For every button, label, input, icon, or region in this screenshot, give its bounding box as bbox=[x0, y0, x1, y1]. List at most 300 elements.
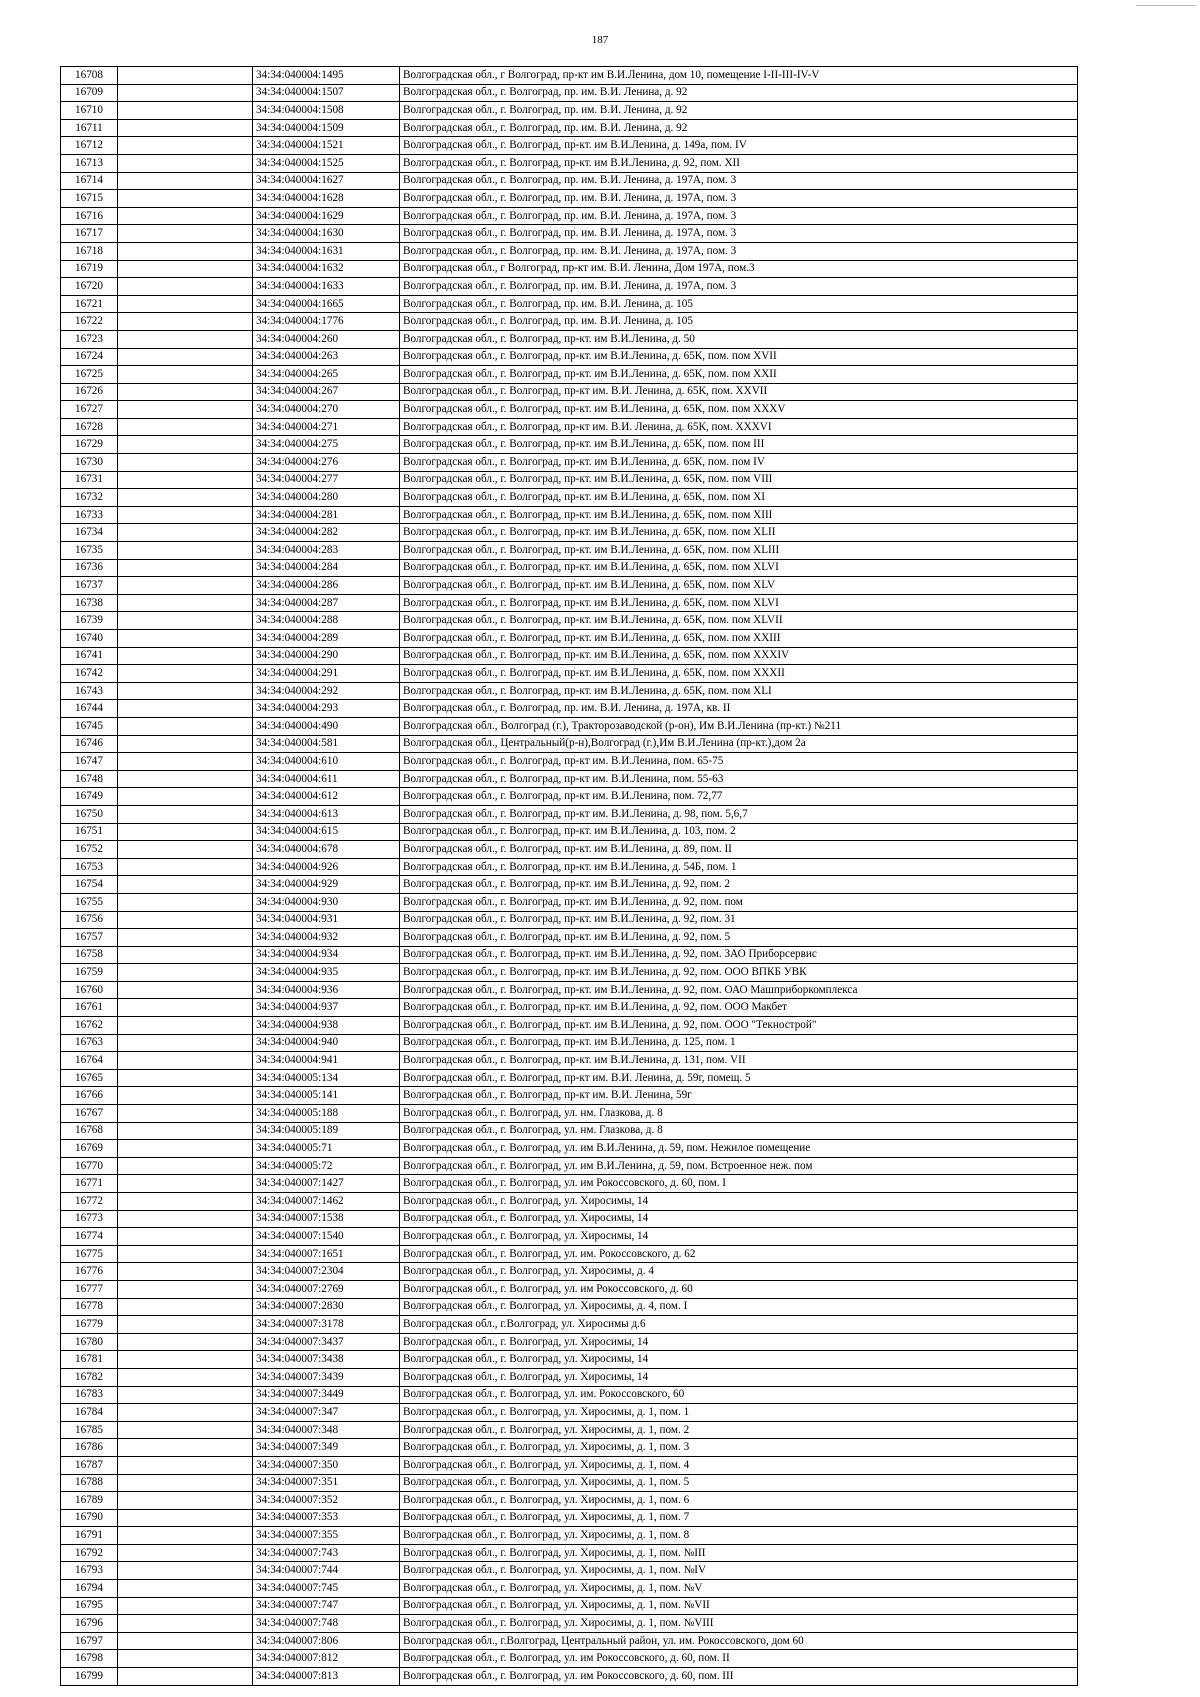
row-number: 16745 bbox=[61, 717, 118, 735]
address: Волгоградская обл., г. Волгоград, пр-кт. им В.И.Ленина, д. 65К, пом. пом XXXII bbox=[400, 665, 1078, 683]
row-number: 16731 bbox=[61, 471, 118, 489]
row-number: 16787 bbox=[61, 1456, 118, 1474]
cadastral-number: 34:34:040007:1540 bbox=[253, 1228, 400, 1246]
address: Волгоградская обл., г. Волгоград, пр-кт им. В.И.Ленина, пом. 72,77 bbox=[400, 788, 1078, 806]
table-row bbox=[61, 858, 1078, 876]
table-row bbox=[61, 1333, 1078, 1351]
cadastral-number: 34:34:040004:287 bbox=[253, 594, 400, 612]
row-blank-cell bbox=[118, 542, 253, 560]
table-row bbox=[61, 1017, 1078, 1035]
address: Волгоградская обл., г. Волгоград, пр-кт. им В.И.Ленина, д. 92, пом. 31 bbox=[400, 911, 1078, 929]
row-number: 16762 bbox=[61, 1017, 118, 1035]
address: Волгоградская обл., г. Волгоград, пр-кт. им В.И.Ленина, д. 92, пом. ООО Макбет bbox=[400, 999, 1078, 1017]
address: Волгоградская обл., г. Волгоград, пр-кт им. В.И. Ленина, 59г bbox=[400, 1087, 1078, 1105]
row-blank-cell bbox=[118, 84, 253, 102]
row-number: 16786 bbox=[61, 1439, 118, 1457]
row-number: 16714 bbox=[61, 172, 118, 190]
address: Волгоградская обл., г. Волгоград, пр. им. В.И. Ленина, д. 92 bbox=[400, 84, 1078, 102]
row-number: 16711 bbox=[61, 119, 118, 137]
cadastral-number: 34:34:040007:353 bbox=[253, 1509, 400, 1527]
row-number: 16765 bbox=[61, 1069, 118, 1087]
row-number: 16758 bbox=[61, 946, 118, 964]
cadastral-number: 34:34:040007:349 bbox=[253, 1439, 400, 1457]
row-blank-cell bbox=[118, 1210, 253, 1228]
row-blank-cell bbox=[118, 1017, 253, 1035]
cadastral-number: 34:34:040007:2769 bbox=[253, 1280, 400, 1298]
address: Волгоградская обл., г. Волгоград, пр. им. В.И. Ленина, д. 197А, пом. 3 bbox=[400, 278, 1078, 296]
cadastral-number: 34:34:040004:289 bbox=[253, 630, 400, 648]
row-number: 16763 bbox=[61, 1034, 118, 1052]
row-blank-cell bbox=[118, 805, 253, 823]
cadastral-number: 34:34:040007:2830 bbox=[253, 1298, 400, 1316]
cadastral-number: 34:34:040004:281 bbox=[253, 506, 400, 524]
address: Волгоградская обл., г. Волгоград, пр-кт. им В.И.Ленина, д. 65К, пом. пом XLIII bbox=[400, 542, 1078, 560]
row-number: 16717 bbox=[61, 225, 118, 243]
row-number: 16718 bbox=[61, 242, 118, 260]
row-number: 16779 bbox=[61, 1316, 118, 1334]
address: Волгоградская обл., г. Волгоград, ул. Хиросимы, д. 1, пом. №VII bbox=[400, 1597, 1078, 1615]
row-number: 16740 bbox=[61, 630, 118, 648]
table-row bbox=[61, 700, 1078, 718]
row-blank-cell bbox=[118, 418, 253, 436]
table-row bbox=[61, 366, 1078, 384]
cadastral-number: 34:34:040007:748 bbox=[253, 1615, 400, 1633]
cadastral-number: 34:34:040004:1631 bbox=[253, 242, 400, 260]
row-number: 16746 bbox=[61, 735, 118, 753]
row-blank-cell bbox=[118, 577, 253, 595]
table-row bbox=[61, 436, 1078, 454]
cadastral-number: 34:34:040004:280 bbox=[253, 489, 400, 507]
table-row bbox=[61, 1474, 1078, 1492]
address: Волгоградская обл., г. Волгоград, пр-кт. им В.И.Ленина, д. 65К, пом. пом XLV bbox=[400, 577, 1078, 595]
row-number: 16789 bbox=[61, 1492, 118, 1510]
table-row bbox=[61, 612, 1078, 630]
row-blank-cell bbox=[118, 1052, 253, 1070]
row-number: 16757 bbox=[61, 929, 118, 947]
row-number: 16792 bbox=[61, 1544, 118, 1562]
table-row bbox=[61, 946, 1078, 964]
table-row bbox=[61, 242, 1078, 260]
cadastral-number: 34:34:040007:3438 bbox=[253, 1351, 400, 1369]
row-number: 16755 bbox=[61, 893, 118, 911]
cadastral-number: 34:34:040004:263 bbox=[253, 348, 400, 366]
row-blank-cell bbox=[118, 735, 253, 753]
row-number: 16777 bbox=[61, 1280, 118, 1298]
table-row bbox=[61, 999, 1078, 1017]
cadastral-number: 34:34:040004:937 bbox=[253, 999, 400, 1017]
cadastral-number: 34:34:040004:1629 bbox=[253, 207, 400, 225]
row-blank-cell bbox=[118, 1386, 253, 1404]
cadastral-number: 34:34:040004:678 bbox=[253, 841, 400, 859]
table-row bbox=[61, 1193, 1078, 1211]
cadastral-number: 34:34:040007:1651 bbox=[253, 1245, 400, 1263]
address: Волгоградская обл., г. Волгоград, ул. Хиросимы, д. 1, пом. №IV bbox=[400, 1562, 1078, 1580]
row-number: 16761 bbox=[61, 999, 118, 1017]
row-blank-cell bbox=[118, 1193, 253, 1211]
row-number: 16756 bbox=[61, 911, 118, 929]
cadastral-number: 34:34:040004:934 bbox=[253, 946, 400, 964]
row-blank-cell bbox=[118, 1456, 253, 1474]
row-blank-cell bbox=[118, 1421, 253, 1439]
address: Волгоградская обл., г. Волгоград, пр-кт. им В.И.Ленина, д. 65К, пом. пом III bbox=[400, 436, 1078, 454]
row-number: 16743 bbox=[61, 682, 118, 700]
address: Волгоградская обл., г. Волгоград, ул. Хиросимы, д. 1, пом. 8 bbox=[400, 1527, 1078, 1545]
address: Волгоградская обл., г. Волгоград, пр-кт. им В.И.Ленина, д. 65К, пом. пом XLI bbox=[400, 682, 1078, 700]
row-blank-cell bbox=[118, 348, 253, 366]
cadastral-number: 34:34:040007:1538 bbox=[253, 1210, 400, 1228]
table-row bbox=[61, 1404, 1078, 1422]
cadastral-number: 34:34:040004:1632 bbox=[253, 260, 400, 278]
table-row bbox=[61, 1351, 1078, 1369]
row-number: 16760 bbox=[61, 981, 118, 999]
row-blank-cell bbox=[118, 946, 253, 964]
cadastral-number: 34:34:040004:1628 bbox=[253, 190, 400, 208]
address: Волгоградская обл., г. Волгоград, пр-кт им. В.И. Ленина, д. 65К, пом. XXVII bbox=[400, 383, 1078, 401]
row-blank-cell bbox=[118, 700, 253, 718]
table-row bbox=[61, 524, 1078, 542]
row-number: 16775 bbox=[61, 1245, 118, 1263]
row-number: 16716 bbox=[61, 207, 118, 225]
row-blank-cell bbox=[118, 876, 253, 894]
table-row bbox=[61, 1544, 1078, 1562]
cadastral-number: 34:34:040005:134 bbox=[253, 1069, 400, 1087]
row-blank-cell bbox=[118, 964, 253, 982]
table-row bbox=[61, 981, 1078, 999]
cadastral-number: 34:34:040004:612 bbox=[253, 788, 400, 806]
cadastral-number: 34:34:040004:926 bbox=[253, 858, 400, 876]
address: Волгоградская обл., г. Волгоград, пр-кт. им В.И.Ленина, д. 54Б, пом. 1 bbox=[400, 858, 1078, 876]
address: Волгоградская обл., г. Волгоград, ул. нм. Глазкова, д. 8 bbox=[400, 1105, 1078, 1123]
address: Волгоградская обл., г. Волгоград, пр-кт. им В.И.Ленина, д. 92, пом. XII bbox=[400, 154, 1078, 172]
table-row bbox=[61, 348, 1078, 366]
row-blank-cell bbox=[118, 612, 253, 630]
table-row bbox=[61, 841, 1078, 859]
address: Волгоградская обл., г. Волгоград, пр-кт. им В.И.Ленина, д. 65К, пом. пом XI bbox=[400, 489, 1078, 507]
row-blank-cell bbox=[118, 506, 253, 524]
address: Волгоградская обл., г. Волгоград, пр-кт. им В.И.Ленина, д. 125, пом. 1 bbox=[400, 1034, 1078, 1052]
row-blank-cell bbox=[118, 1474, 253, 1492]
row-blank-cell bbox=[118, 313, 253, 331]
address: Волгоградская обл., г. Волгоград, пр. им. В.И. Ленина, д. 197А, пом. 3 bbox=[400, 207, 1078, 225]
address: Волгоградская обл., г. Волгоград, пр-кт. им В.И.Ленина, д. 65К, пом. пом XXIII bbox=[400, 630, 1078, 648]
cadastral-number: 34:34:040004:1525 bbox=[253, 154, 400, 172]
table-row bbox=[61, 1597, 1078, 1615]
cadastral-number: 34:34:040004:275 bbox=[253, 436, 400, 454]
address: Волгоградская обл., г. Волгоград, пр-кт. им В.И.Ленина, д. 65К, пом. пом XVII bbox=[400, 348, 1078, 366]
row-number: 16710 bbox=[61, 102, 118, 120]
address: Волгоградская обл., г. Волгоград, пр-кт. им В.И.Ленина, д. 65К, пом. пом XLVII bbox=[400, 612, 1078, 630]
row-number: 16741 bbox=[61, 647, 118, 665]
table-row bbox=[61, 1386, 1078, 1404]
row-number: 16770 bbox=[61, 1157, 118, 1175]
table-row bbox=[61, 1421, 1078, 1439]
table-row bbox=[61, 418, 1078, 436]
table-row bbox=[61, 383, 1078, 401]
row-number: 16712 bbox=[61, 137, 118, 155]
address: Волгоградская обл., г. Волгоград, ул. Хиросимы, д. 1, пом. 7 bbox=[400, 1509, 1078, 1527]
address: Волгоградская обл., г. Волгоград, ул. Хиросимы, 14 bbox=[400, 1210, 1078, 1228]
cadastral-number: 34:34:040004:1521 bbox=[253, 137, 400, 155]
table-row bbox=[61, 770, 1078, 788]
table-row bbox=[61, 929, 1078, 947]
table-row bbox=[61, 1175, 1078, 1193]
address: Волгоградская обл., г. Волгоград, пр-кт. им В.И.Ленина, д. 92, пом. ООО ВПКБ УВК bbox=[400, 964, 1078, 982]
address: Волгоградская обл., г. Волгоград, пр-кт. им В.И.Ленина, д. 65К, пом. пом XLII bbox=[400, 524, 1078, 542]
row-number: 16752 bbox=[61, 841, 118, 859]
row-number: 16724 bbox=[61, 348, 118, 366]
row-number: 16781 bbox=[61, 1351, 118, 1369]
cadastral-number: 34:34:040007:745 bbox=[253, 1580, 400, 1598]
address: Волгоградская обл., г. Волгоград, пр-кт. им В.И.Ленина, д. 149а, пом. IV bbox=[400, 137, 1078, 155]
cadastral-number: 34:34:040004:291 bbox=[253, 665, 400, 683]
cadastral-number: 34:34:040004:613 bbox=[253, 805, 400, 823]
row-blank-cell bbox=[118, 225, 253, 243]
row-number: 16742 bbox=[61, 665, 118, 683]
address: Волгоградская обл., г. Волгоград, ул. им Рокоссовского, д. 60, пом. III bbox=[400, 1668, 1078, 1686]
address: Волгоградская обл., г. Волгоград, пр-кт. им В.И.Ленина, д. 89, пом. II bbox=[400, 841, 1078, 859]
address: Волгоградская обл., г. Волгоград, ул. Хиросимы, д. 4, пом. I bbox=[400, 1298, 1078, 1316]
cadastral-number: 34:34:040007:347 bbox=[253, 1404, 400, 1422]
cadastral-number: 34:34:040007:806 bbox=[253, 1632, 400, 1650]
row-number: 16772 bbox=[61, 1193, 118, 1211]
row-number: 16723 bbox=[61, 330, 118, 348]
address: Волгоградская обл., г. Волгоград, ул. им. Рокоссовского, д. 62 bbox=[400, 1245, 1078, 1263]
row-blank-cell bbox=[118, 788, 253, 806]
row-number: 16727 bbox=[61, 401, 118, 419]
row-blank-cell bbox=[118, 1650, 253, 1668]
cadastral-number: 34:34:040004:277 bbox=[253, 471, 400, 489]
row-number: 16736 bbox=[61, 559, 118, 577]
row-number: 16776 bbox=[61, 1263, 118, 1281]
address: Волгоградская обл., г. Волгоград, пр-кт им. В.И. Ленина, д. 65К, пом. XXXVI bbox=[400, 418, 1078, 436]
row-blank-cell bbox=[118, 893, 253, 911]
address: Волгоградская обл., г. Волгоград, пр. им. В.И. Ленина, д. 92 bbox=[400, 102, 1078, 120]
cadastral-number: 34:34:040004:271 bbox=[253, 418, 400, 436]
cadastral-number: 34:34:040004:293 bbox=[253, 700, 400, 718]
row-blank-cell bbox=[118, 1316, 253, 1334]
row-number: 16730 bbox=[61, 454, 118, 472]
table-row bbox=[61, 1456, 1078, 1474]
table-row bbox=[61, 1052, 1078, 1070]
row-number: 16797 bbox=[61, 1632, 118, 1650]
address: Волгоградская обл., г Волгоград, пр-кт им. В.И. Ленина, Дом 197А, пом.3 bbox=[400, 260, 1078, 278]
row-blank-cell bbox=[118, 383, 253, 401]
row-blank-cell bbox=[118, 436, 253, 454]
address: Волгоградская обл., г. Волгоград, пр-кт. им В.И.Ленина, д. 92, пом. ЗАО Приборсервис bbox=[400, 946, 1078, 964]
address: Волгоградская обл., г. Волгоград, ул. Хиросимы, д. 1, пом. 2 bbox=[400, 1421, 1078, 1439]
cadastral-number: 34:34:040004:1507 bbox=[253, 84, 400, 102]
row-blank-cell bbox=[118, 524, 253, 542]
cadastral-number: 34:34:040005:72 bbox=[253, 1157, 400, 1175]
table-row bbox=[61, 893, 1078, 911]
cadastral-number: 34:34:040004:941 bbox=[253, 1052, 400, 1070]
row-blank-cell bbox=[118, 823, 253, 841]
table-row bbox=[61, 1316, 1078, 1334]
address: Волгоградская обл., г. Волгоград, ул. Хиросимы, д. 4 bbox=[400, 1263, 1078, 1281]
address: Волгоградская обл., г. Волгоград, пр. им. В.И. Ленина, д. 105 bbox=[400, 295, 1078, 313]
row-number: 16767 bbox=[61, 1105, 118, 1123]
row-number: 16744 bbox=[61, 700, 118, 718]
cadastral-number: 34:34:040007:3439 bbox=[253, 1368, 400, 1386]
table-body bbox=[61, 67, 1078, 1686]
cadastral-number: 34:34:040004:929 bbox=[253, 876, 400, 894]
row-blank-cell bbox=[118, 682, 253, 700]
row-blank-cell bbox=[118, 330, 253, 348]
row-number: 16759 bbox=[61, 964, 118, 982]
row-blank-cell bbox=[118, 1492, 253, 1510]
row-blank-cell bbox=[118, 1368, 253, 1386]
row-blank-cell bbox=[118, 1069, 253, 1087]
table-row bbox=[61, 260, 1078, 278]
row-blank-cell bbox=[118, 1228, 253, 1246]
row-blank-cell bbox=[118, 929, 253, 947]
row-number: 16791 bbox=[61, 1527, 118, 1545]
table-row bbox=[61, 471, 1078, 489]
address: Волгоградская обл., г. Волгоград, пр-кт. им В.И.Ленина, д. 50 bbox=[400, 330, 1078, 348]
address: Волгоградская обл., г. Волгоград, пр-кт. им В.И.Ленина, д. 92, пом. 2 bbox=[400, 876, 1078, 894]
row-number: 16708 bbox=[61, 67, 118, 85]
address: Волгоградская обл., г. Волгоград, пр-кт им. В.И.Ленина, пом. 55-63 bbox=[400, 770, 1078, 788]
row-blank-cell bbox=[118, 1105, 253, 1123]
row-number: 16709 bbox=[61, 84, 118, 102]
cadastral-number: 34:34:040007:352 bbox=[253, 1492, 400, 1510]
row-number: 16793 bbox=[61, 1562, 118, 1580]
table-row bbox=[61, 1509, 1078, 1527]
page-number: 187 bbox=[591, 34, 609, 46]
address: Волгоградская обл., г.Волгоград, ул. Хиросимы д.6 bbox=[400, 1316, 1078, 1334]
cadastral-number: 34:34:040007:813 bbox=[253, 1668, 400, 1686]
cadastral-number: 34:34:040004:1633 bbox=[253, 278, 400, 296]
row-number: 16788 bbox=[61, 1474, 118, 1492]
address: Волгоградская обл., г. Волгоград, ул. им Рокоссовского, д. 60, пом. II bbox=[400, 1650, 1078, 1668]
address: Волгоградская обл., г.Волгоград, Центральный район, ул. им. Рокоссовского, дом 60 bbox=[400, 1632, 1078, 1650]
row-number: 16748 bbox=[61, 770, 118, 788]
cadastral-number: 34:34:040004:283 bbox=[253, 542, 400, 560]
address: Волгоградская обл., г. Волгоград, пр-кт. им В.И.Ленина, д. 65К, пом. пом VIII bbox=[400, 471, 1078, 489]
table-row bbox=[61, 154, 1078, 172]
row-blank-cell bbox=[118, 471, 253, 489]
table-row bbox=[61, 313, 1078, 331]
cadastral-number: 34:34:040004:581 bbox=[253, 735, 400, 753]
table-row bbox=[61, 1280, 1078, 1298]
table-row bbox=[61, 805, 1078, 823]
row-blank-cell bbox=[118, 999, 253, 1017]
row-blank-cell bbox=[118, 1668, 253, 1686]
cadastral-number: 34:34:040004:270 bbox=[253, 401, 400, 419]
table-row bbox=[61, 717, 1078, 735]
property-table bbox=[60, 66, 1078, 1686]
row-blank-cell bbox=[118, 278, 253, 296]
table-row bbox=[61, 682, 1078, 700]
cadastral-number: 34:34:040007:812 bbox=[253, 1650, 400, 1668]
address: Волгоградская обл., г. Волгоград, ул. Хиросимы, д. 1, пом. 1 bbox=[400, 1404, 1078, 1422]
table-row bbox=[61, 823, 1078, 841]
table-row bbox=[61, 1527, 1078, 1545]
table-row bbox=[61, 225, 1078, 243]
table-row bbox=[61, 1668, 1078, 1686]
cadastral-number: 34:34:040007:3178 bbox=[253, 1316, 400, 1334]
row-blank-cell bbox=[118, 102, 253, 120]
address: Волгоградская обл., г. Волгоград, ул. Хиросимы, д. 1, пом. №V bbox=[400, 1580, 1078, 1598]
address: Волгоградская обл., г. Волгоград, ул. Хиросимы, д. 1, пом. №VIII bbox=[400, 1615, 1078, 1633]
row-number: 16753 bbox=[61, 858, 118, 876]
address: Волгоградская обл., г. Волгоград, пр. им. В.И. Ленина, д. 197А, пом. 3 bbox=[400, 225, 1078, 243]
row-blank-cell bbox=[118, 1333, 253, 1351]
row-blank-cell bbox=[118, 770, 253, 788]
cadastral-number: 34:34:040007:743 bbox=[253, 1544, 400, 1562]
cadastral-number: 34:34:040004:267 bbox=[253, 383, 400, 401]
table-row bbox=[61, 1228, 1078, 1246]
row-blank-cell bbox=[118, 559, 253, 577]
table-row bbox=[61, 735, 1078, 753]
address: Волгоградская обл., г. Волгоград, пр-кт. им В.И.Ленина, д. 65К, пом. пом XLVI bbox=[400, 559, 1078, 577]
cadastral-number: 34:34:040004:292 bbox=[253, 682, 400, 700]
row-blank-cell bbox=[118, 454, 253, 472]
cadastral-number: 34:34:040004:276 bbox=[253, 454, 400, 472]
address: Волгоградская обл., г. Волгоград, пр-кт им. В.И. Ленина, д. 59г, помещ. 5 bbox=[400, 1069, 1078, 1087]
address: Волгоградская обл., г. Волгоград, пр. им. В.И. Ленина, д. 197А, пом. 3 bbox=[400, 190, 1078, 208]
row-blank-cell bbox=[118, 1298, 253, 1316]
cadastral-number: 34:34:040004:1627 bbox=[253, 172, 400, 190]
row-blank-cell bbox=[118, 366, 253, 384]
row-number: 16784 bbox=[61, 1404, 118, 1422]
cadastral-number: 34:34:040004:610 bbox=[253, 753, 400, 771]
row-number: 16774 bbox=[61, 1228, 118, 1246]
cadastral-number: 34:34:040004:490 bbox=[253, 717, 400, 735]
row-blank-cell bbox=[118, 1280, 253, 1298]
row-number: 16733 bbox=[61, 506, 118, 524]
address: Волгоградская обл., г. Волгоград, пр. им. В.И. Ленина, д. 197А, пом. 3 bbox=[400, 172, 1078, 190]
row-blank-cell bbox=[118, 1439, 253, 1457]
table-row bbox=[61, 1263, 1078, 1281]
cadastral-number: 34:34:040007:348 bbox=[253, 1421, 400, 1439]
table-row bbox=[61, 1034, 1078, 1052]
cadastral-number: 34:34:040004:936 bbox=[253, 981, 400, 999]
cadastral-number: 34:34:040004:284 bbox=[253, 559, 400, 577]
address: Волгоградская обл., г. Волгоград, ул. Хиросимы, д. 1, пом. 5 bbox=[400, 1474, 1078, 1492]
row-number: 16737 bbox=[61, 577, 118, 595]
row-number: 16725 bbox=[61, 366, 118, 384]
address: Волгоградская обл., г. Волгоград, ул. Хиросимы, 14 bbox=[400, 1368, 1078, 1386]
address: Волгоградская обл., г. Волгоград, ул. Хиросимы, д. 1, пом. 4 bbox=[400, 1456, 1078, 1474]
address: Волгоградская обл., г. Волгоград, ул. Хиросимы, д. 1, пом. 3 bbox=[400, 1439, 1078, 1457]
cadastral-number: 34:34:040007:3449 bbox=[253, 1386, 400, 1404]
cadastral-number: 34:34:040005:188 bbox=[253, 1105, 400, 1123]
cadastral-number: 34:34:040004:282 bbox=[253, 524, 400, 542]
row-number: 16713 bbox=[61, 154, 118, 172]
table-row bbox=[61, 207, 1078, 225]
row-number: 16768 bbox=[61, 1122, 118, 1140]
table-row bbox=[61, 1562, 1078, 1580]
address: Волгоградская обл., г. Волгоград, пр-кт. им В.И.Ленина, д. 65К, пом. пом IV bbox=[400, 454, 1078, 472]
table-row bbox=[61, 788, 1078, 806]
row-blank-cell bbox=[118, 67, 253, 85]
table-row bbox=[61, 1157, 1078, 1175]
cadastral-number: 34:34:040004:930 bbox=[253, 893, 400, 911]
address: Волгоградская обл., г. Волгоград, пр. им. В.И. Ленина, д. 105 bbox=[400, 313, 1078, 331]
row-number: 16794 bbox=[61, 1580, 118, 1598]
row-number: 16732 bbox=[61, 489, 118, 507]
row-blank-cell bbox=[118, 858, 253, 876]
table-row bbox=[61, 1368, 1078, 1386]
row-number: 16735 bbox=[61, 542, 118, 560]
table-row bbox=[61, 454, 1078, 472]
row-number: 16766 bbox=[61, 1087, 118, 1105]
row-number: 16783 bbox=[61, 1386, 118, 1404]
cadastral-number: 34:34:040004:265 bbox=[253, 366, 400, 384]
table-row bbox=[61, 577, 1078, 595]
row-number: 16751 bbox=[61, 823, 118, 841]
